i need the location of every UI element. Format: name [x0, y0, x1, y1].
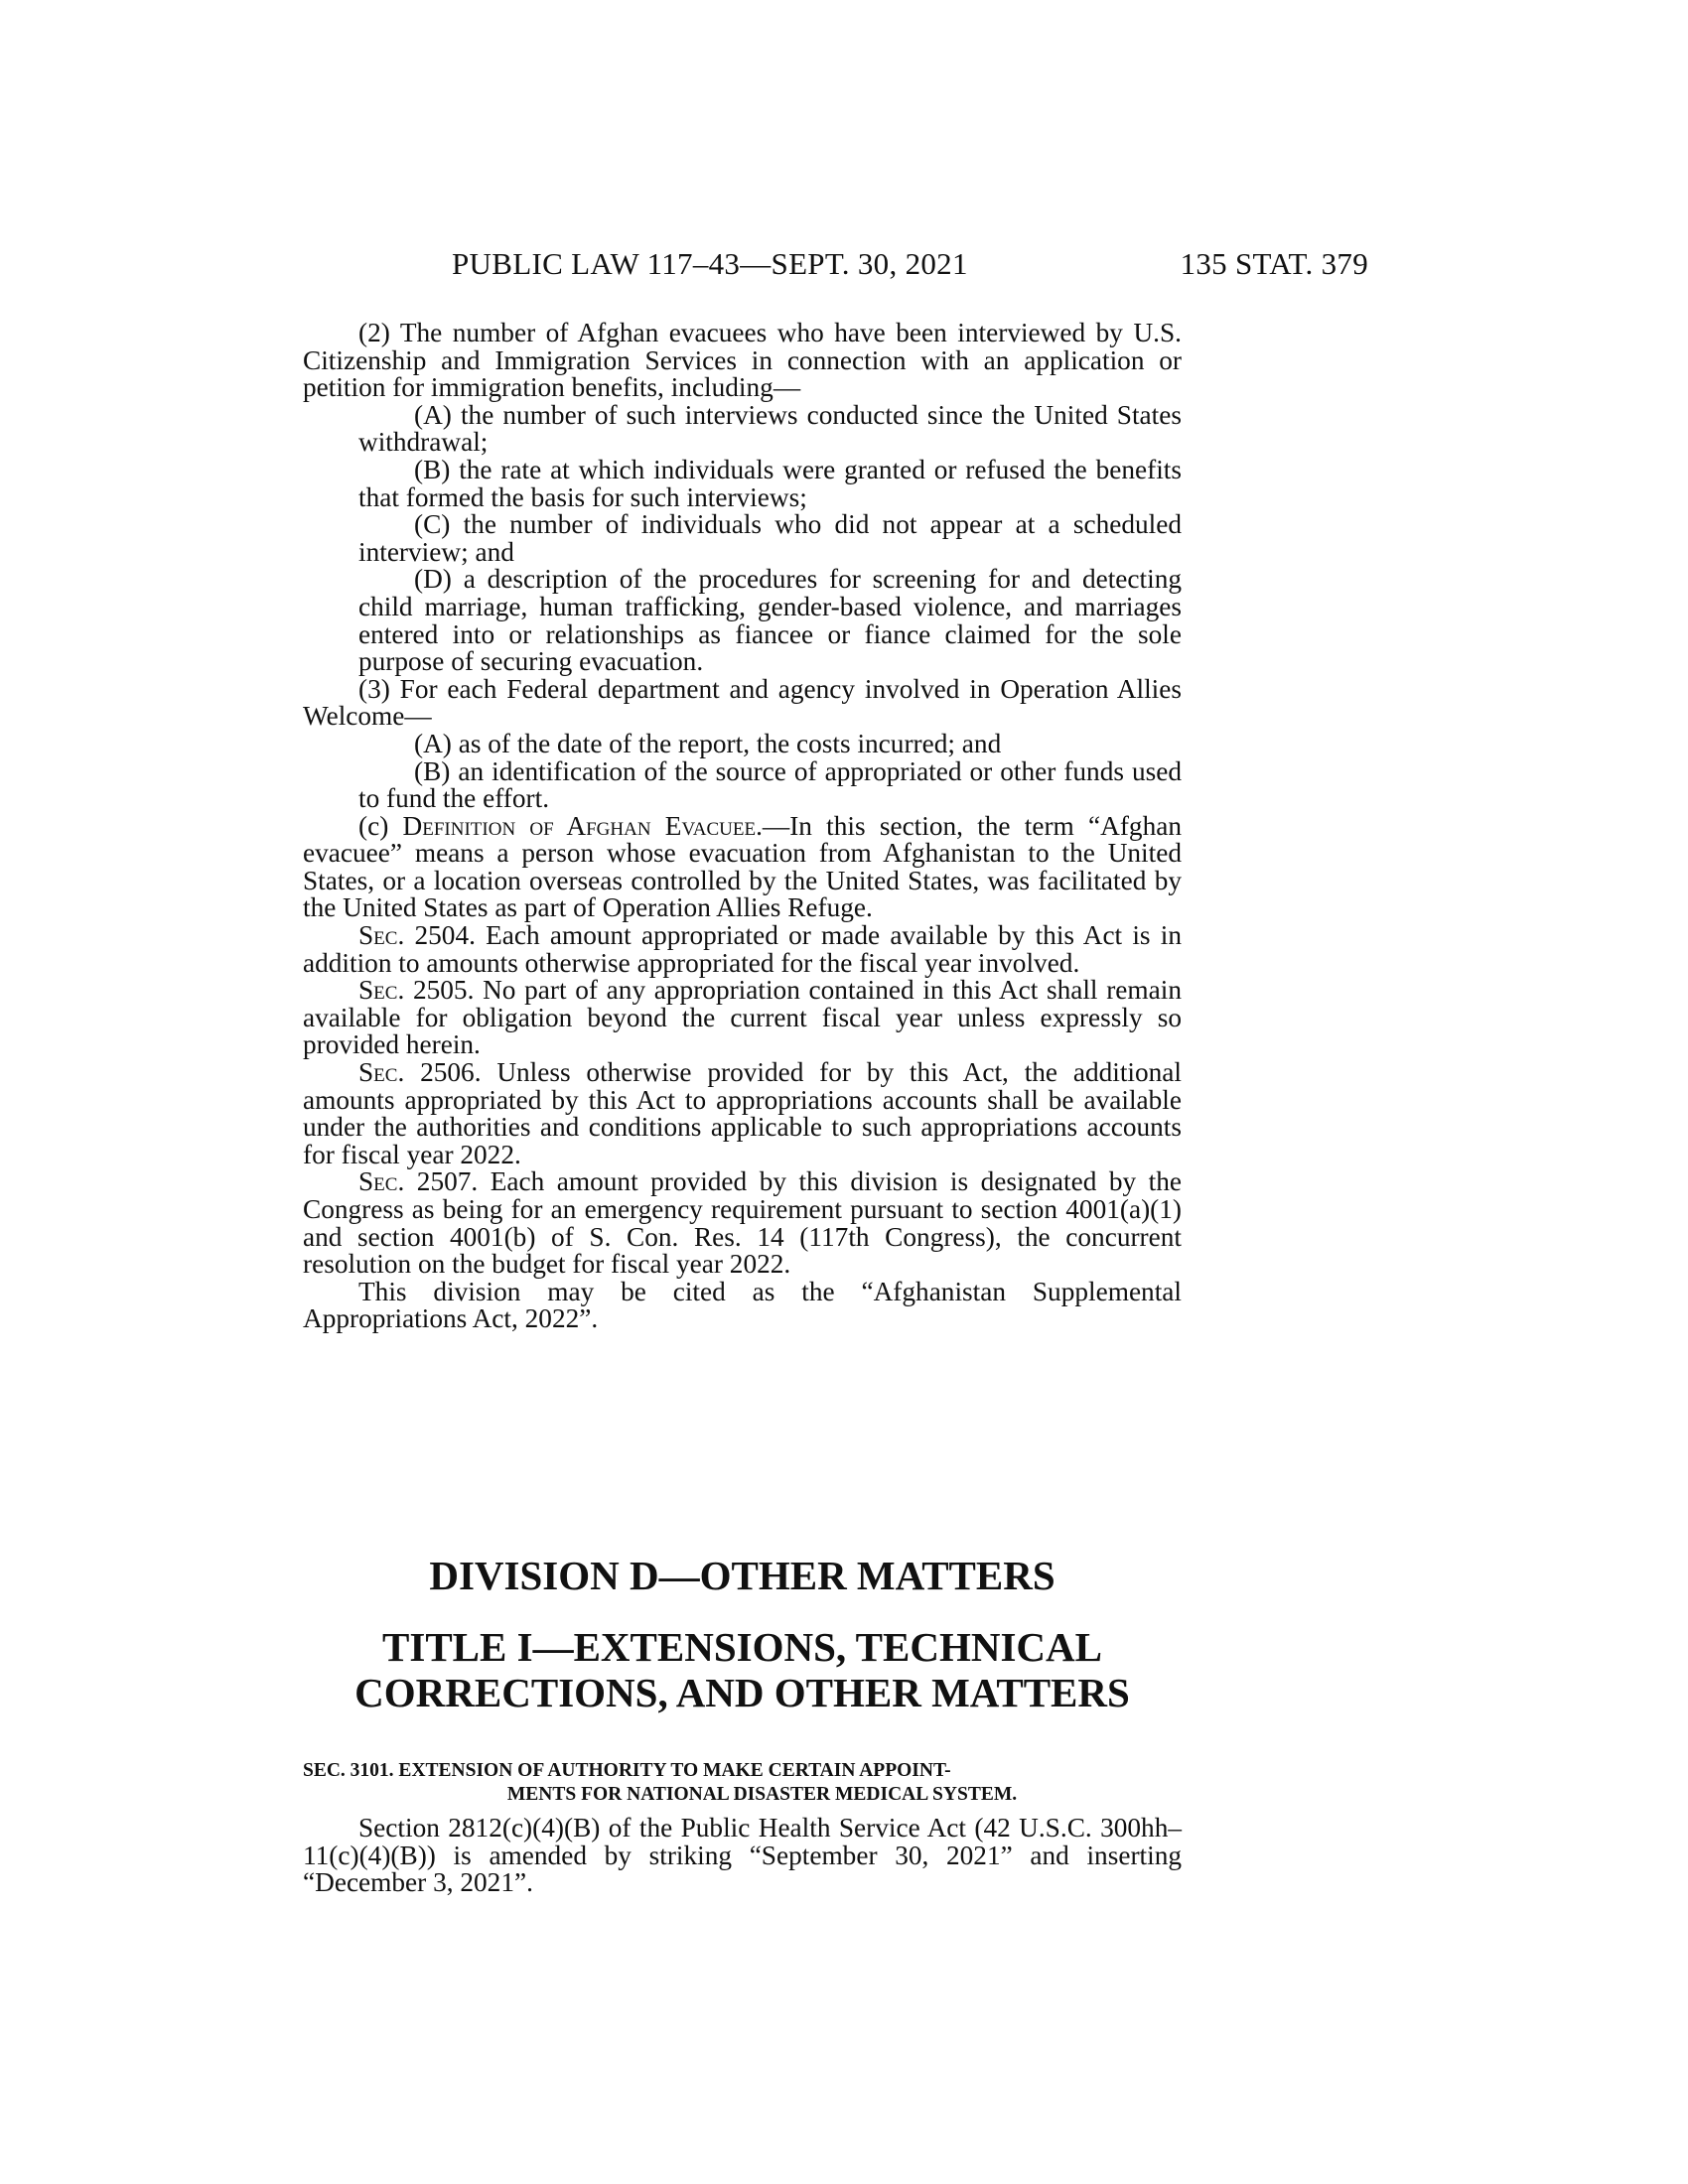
section-label: Sec: [358, 975, 398, 1006]
subparagraph-2b: (B) the rate at which individuals were granted or refused the benefits that formed the basis for such interviews;: [358, 454, 1182, 512]
subparagraph-3a: (A) as of the date of the report, the costs incurred; and: [414, 728, 1002, 758]
title-heading-line-2: CORRECTIONS, AND OTHER MATTERS: [354, 1670, 1130, 1715]
subsection-c: [303, 810, 1182, 923]
subsection-c-heading: Definition of Afghan Evacuee: [402, 810, 757, 841]
title-heading-line-1: TITLE I—EXTENSIONS, TECHNICAL: [382, 1624, 1102, 1670]
section-2505: [303, 977, 1182, 1059]
short-title-citation: This division may be cited as the “Afghanistan Supplemental Appropriations Act, 2022”.: [303, 1276, 1182, 1334]
main-text: [303, 320, 1182, 1333]
division-heading: DIVISION D—OTHER MATTERS: [429, 1553, 1055, 1598]
section-3101-heading: [303, 1759, 1182, 1807]
title-heading: [303, 1624, 1182, 1715]
section-3101-body: [303, 1815, 1182, 1897]
running-title: PUBLIC LAW 117–43—SEPT. 30, 2021: [452, 246, 968, 281]
subparagraph-2d: (D) a description of the procedures for screening for and detecting child marriage, human trafficking, gender-based violence, and marriages entered into or relationships as fiancee or fiance claimed for the sole purpose of securing evacuation.: [358, 564, 1182, 677]
section-text: . 2506. Unless otherwise provided for by this Act, the additional amounts appropriated by this Act to appropriations accounts shall be available under the authorities and conditions applicable to such appropriations accounts for fiscal year 2022.: [303, 1057, 1182, 1169]
section-label: Sec: [358, 920, 398, 951]
section-label: Sec: [358, 1057, 398, 1088]
section-heading-line-2: MENTS FOR NATIONAL DISASTER MEDICAL SYSTEM.: [506, 1784, 1018, 1805]
subparagraph-3b: (B) an identification of the source of appropriated or other funds used to fund the effort.: [358, 755, 1182, 814]
section-text: . 2505. No part of any appropriation contained in this Act shall remain available for obligation beyond the current fiscal year unless expressly so provided herein.: [303, 975, 1182, 1060]
section-2506: [303, 1059, 1182, 1168]
section-heading-line-1: SEC. 3101. EXTENSION OF AUTHORITY TO MAKE CERTAIN APPOINT-: [303, 1760, 951, 1781]
subparagraph-2a: (A) the number of such interviews conducted since the United States withdrawal;: [358, 399, 1182, 458]
page-header: [0, 246, 1688, 286]
section-label: Sec: [358, 1166, 398, 1197]
stat-page-number: 135 STAT. 379: [1180, 246, 1368, 281]
section-text: . 2504. Each amount appropriated or made available by this Act is in addition to amounts otherwise appropriated for the fiscal year involved.: [303, 920, 1182, 978]
paragraph-3: (3) For each Federal department and agency involved in Operation Allies Welcome—: [303, 673, 1182, 732]
subsection-c-prefix: (c): [358, 810, 403, 841]
paragraph-2: (2) The number of Afghan evacuees who have been interviewed by U.S. Citizenship and Immigration Services in connection with an application or petition for immigration benefits, including—: [303, 318, 1182, 403]
section-text: . 2507. Each amount provided by this division is designated by the Congress as being for an emergency requirement pursuant to section 4001(a)(1) and section 4001(b) of S. Con. Res. 14 (117th Congress), the concurrent resolution on the budget for fiscal year 2022.: [303, 1166, 1182, 1280]
section-2507: [303, 1168, 1182, 1278]
subsection-c-text: .—In this section, the term “Afghan evacuee” means a person whose evacuation from Afghanistan to the United States, or a location overseas controlled by the United States, was facilitated by the United States as part of Operation Allies Refuge.: [303, 810, 1182, 923]
subparagraph-2c: (C) the number of individuals who did not appear at a scheduled interview; and: [358, 509, 1182, 567]
section-2504: [303, 922, 1182, 977]
section-3101-text: Section 2812(c)(4)(B) of the Public Health Service Act (42 U.S.C. 300hh–11(c)(4)(B)) is amended by striking “September 30, 2021” and inserting “December 3, 2021”.: [303, 1813, 1182, 1898]
